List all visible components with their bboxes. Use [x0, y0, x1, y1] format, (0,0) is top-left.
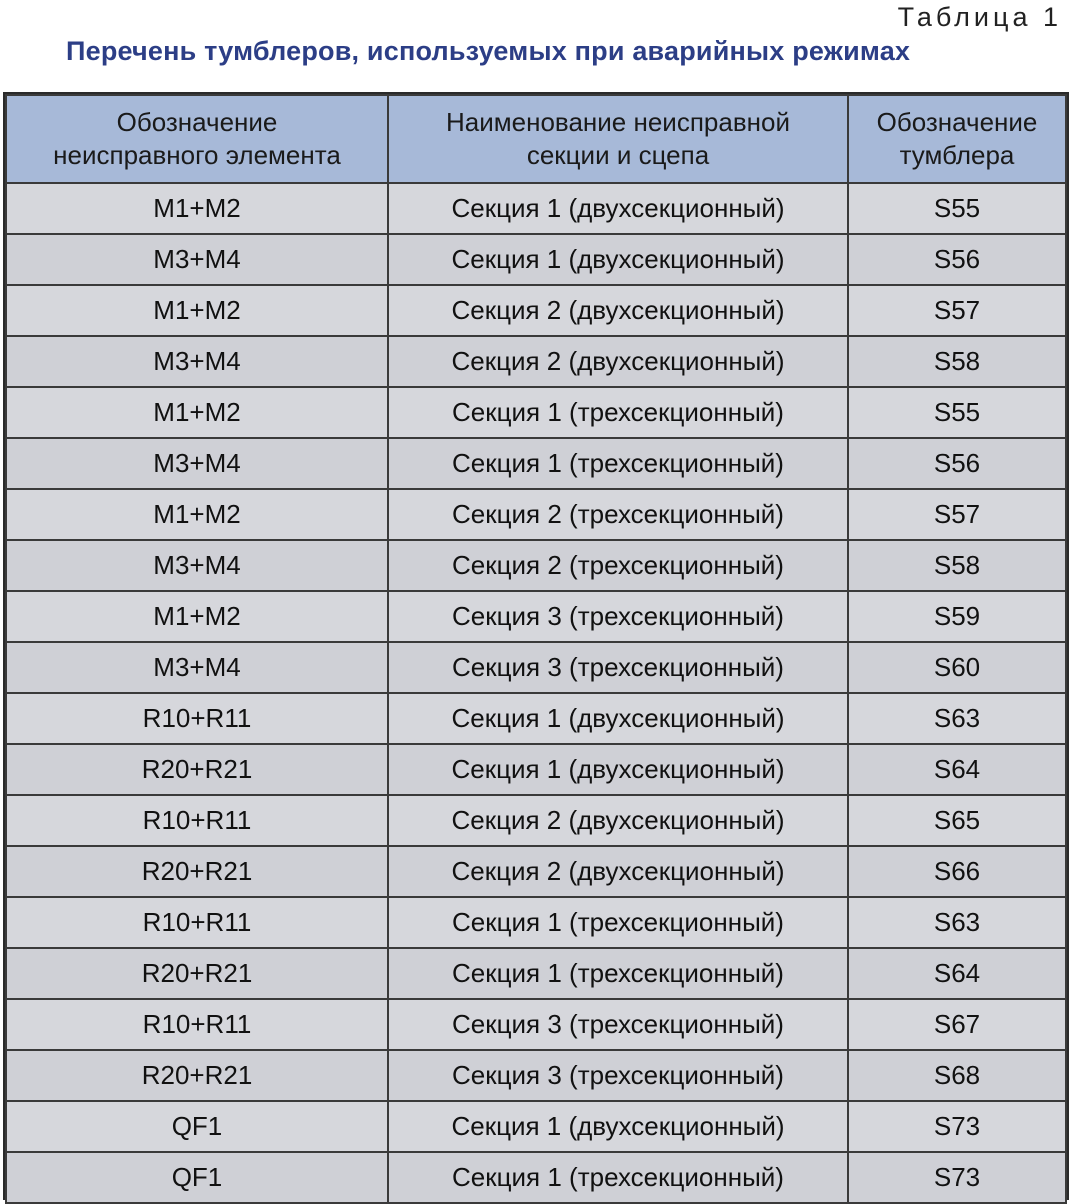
cell-switch: S55	[848, 183, 1066, 234]
table-row	[6, 438, 1066, 489]
cell-switch: S65	[848, 795, 1066, 846]
cell-section: Секция 1 (трехсекционный)	[388, 438, 848, 489]
table-row	[6, 540, 1066, 591]
cell-switch: S57	[848, 489, 1066, 540]
table-row	[6, 489, 1066, 540]
cell-switch: S64	[848, 948, 1066, 999]
cell-element: R10+R11	[6, 693, 388, 744]
cell-switch: S58	[848, 540, 1066, 591]
cell-switch: S58	[848, 336, 1066, 387]
table-row	[6, 846, 1066, 897]
cell-section: Секция 2 (двухсекционный)	[388, 285, 848, 336]
cell-section: Секция 2 (двухсекционный)	[388, 795, 848, 846]
cell-section: Секция 1 (двухсекционный)	[388, 1101, 848, 1152]
cell-switch: S56	[848, 234, 1066, 285]
cell-section: Секция 1 (трехсекционный)	[388, 387, 848, 438]
cell-section: Секция 1 (двухсекционный)	[388, 744, 848, 795]
cell-element: M3+M4	[6, 642, 388, 693]
cell-switch: S68	[848, 1050, 1066, 1101]
table-title: Перечень тумблеров, используемых при аварийных режимах	[66, 36, 911, 66]
cell-element: M3+M4	[6, 438, 388, 489]
cell-switch: S63	[848, 897, 1066, 948]
table-row	[6, 387, 1066, 438]
cell-element: M3+M4	[6, 540, 388, 591]
cell-switch: S59	[848, 591, 1066, 642]
table-number: Таблица 1	[897, 2, 1062, 32]
cell-section: Секция 1 (трехсекционный)	[388, 948, 848, 999]
cell-element: R20+R21	[6, 846, 388, 897]
cell-element: QF1	[6, 1152, 388, 1203]
table-row	[6, 897, 1066, 948]
cell-section: Секция 3 (трехсекционный)	[388, 1050, 848, 1101]
table-row	[6, 1050, 1066, 1101]
column-header-element: Обозначение неисправного элемента	[6, 95, 388, 183]
cell-section: Секция 3 (трехсекционный)	[388, 591, 848, 642]
cell-section: Секция 3 (трехсекционный)	[388, 999, 848, 1050]
switch-table	[5, 94, 1067, 1204]
cell-switch: S56	[848, 438, 1066, 489]
table-row	[6, 591, 1066, 642]
cell-section: Секция 1 (двухсекционный)	[388, 693, 848, 744]
cell-element: R20+R21	[6, 1050, 388, 1101]
table-row	[6, 642, 1066, 693]
cell-switch: S60	[848, 642, 1066, 693]
switch-table-container	[3, 92, 1069, 1200]
cell-element: M3+M4	[6, 234, 388, 285]
cell-switch: S63	[848, 693, 1066, 744]
cell-section: Секция 1 (трехсекционный)	[388, 897, 848, 948]
table-row	[6, 336, 1066, 387]
cell-section: Секция 2 (трехсекционный)	[388, 489, 848, 540]
column-header-switch: Обозначение тумблера	[848, 95, 1066, 183]
cell-switch: S73	[848, 1101, 1066, 1152]
table-row	[6, 693, 1066, 744]
cell-element: M3+M4	[6, 336, 388, 387]
table-header-row	[6, 95, 1066, 183]
table-row	[6, 795, 1066, 846]
cell-section: Секция 2 (трехсекционный)	[388, 540, 848, 591]
table-row	[6, 285, 1066, 336]
document-header	[0, 0, 1072, 86]
cell-element: M1+M2	[6, 285, 388, 336]
cell-section: Секция 1 (двухсекционный)	[388, 183, 848, 234]
cell-element: M1+M2	[6, 387, 388, 438]
cell-section: Секция 2 (двухсекционный)	[388, 846, 848, 897]
cell-switch: S66	[848, 846, 1066, 897]
table-row	[6, 1152, 1066, 1203]
cell-element: M1+M2	[6, 591, 388, 642]
cell-section: Секция 3 (трехсекционный)	[388, 642, 848, 693]
table-row	[6, 234, 1066, 285]
table-row	[6, 999, 1066, 1050]
cell-switch: S55	[848, 387, 1066, 438]
table-row	[6, 744, 1066, 795]
column-header-section: Наименование неисправной секции и сцепа	[388, 95, 848, 183]
table-row	[6, 1101, 1066, 1152]
cell-element: QF1	[6, 1101, 388, 1152]
cell-switch: S73	[848, 1152, 1066, 1203]
cell-element: R20+R21	[6, 744, 388, 795]
cell-section: Секция 1 (двухсекционный)	[388, 234, 848, 285]
cell-element: R10+R11	[6, 897, 388, 948]
cell-switch: S67	[848, 999, 1066, 1050]
cell-element: R10+R11	[6, 999, 388, 1050]
cell-section: Секция 1 (трехсекционный)	[388, 1152, 848, 1203]
cell-element: R20+R21	[6, 948, 388, 999]
table-row	[6, 183, 1066, 234]
cell-element: R10+R11	[6, 795, 388, 846]
cell-element: M1+M2	[6, 183, 388, 234]
table-body	[6, 183, 1066, 1203]
table-row	[6, 948, 1066, 999]
cell-switch: S64	[848, 744, 1066, 795]
cell-switch: S57	[848, 285, 1066, 336]
cell-element: M1+M2	[6, 489, 388, 540]
cell-section: Секция 2 (двухсекционный)	[388, 336, 848, 387]
